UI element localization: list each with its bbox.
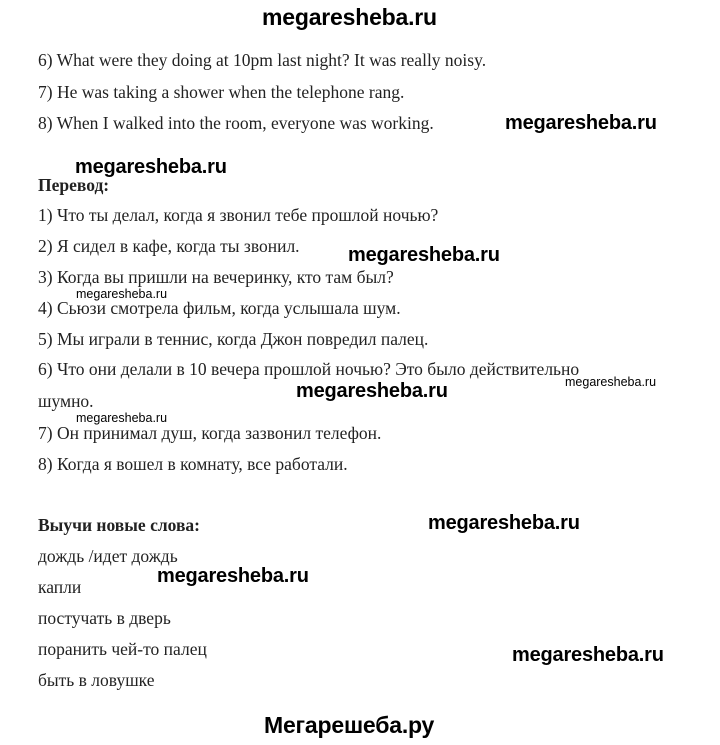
translation-line-1: 1) Что ты делал, когда я звонил тебе прошлой ночью? [38, 205, 439, 225]
translation-line-2: 2) Я сидел в кафе, когда ты звонил. [38, 236, 300, 256]
english-line-7: 7) He was taking a shower when the telephone rang. [38, 82, 405, 102]
vocabulary-heading: Выучи новые слова: [38, 515, 200, 535]
translation-line-6-cont: шумно. [38, 391, 94, 411]
translation-heading: Перевод: [38, 175, 110, 195]
small-watermark: megaresheba.ru [565, 375, 657, 389]
translation-line-5: 5) Мы играли в теннис, когда Джон повредил палец. [38, 329, 429, 349]
watermark: megaresheba.ru [428, 512, 580, 534]
watermark: megaresheba.ru [512, 644, 664, 666]
watermark: megaresheba.ru [296, 380, 448, 402]
english-line-8: 8) When I walked into the room, everyone was working. [38, 113, 434, 133]
small-watermark: megaresheba.ru [76, 411, 168, 425]
header-watermark: megaresheba.ru [262, 4, 437, 30]
watermark: megaresheba.ru [505, 112, 657, 134]
translation-line-8: 8) Когда я вошел в комнату, все работали. [38, 454, 348, 474]
vocabulary-word: поранить чей-то палец [38, 639, 207, 659]
watermark: megaresheba.ru [348, 244, 500, 266]
translation-line-4: 4) Сьюзи смотрела фильм, когда услышала шум. [38, 298, 401, 318]
watermark: megaresheba.ru [75, 156, 227, 178]
vocabulary-word: дождь /идет дождь [38, 546, 178, 566]
vocabulary-word: быть в ловушке [38, 670, 155, 690]
footer-watermark: Мегарешеба.ру [264, 712, 435, 738]
vocabulary-word: капли [38, 577, 82, 597]
small-watermark: megaresheba.ru [76, 287, 168, 301]
english-line-6: 6) What were they doing at 10pm last night? It was really noisy. [38, 50, 487, 70]
translation-line-6: 6) Что они делали в 10 вечера прошлой ночью? Это было действительно [38, 359, 580, 379]
watermark: megaresheba.ru [157, 565, 309, 587]
vocabulary-word: постучать в дверь [38, 608, 171, 628]
translation-line-3: 3) Когда вы пришли на вечеринку, кто там был? [38, 267, 394, 287]
translation-line-7: 7) Он принимал душ, когда зазвонил телефон. [38, 423, 382, 443]
